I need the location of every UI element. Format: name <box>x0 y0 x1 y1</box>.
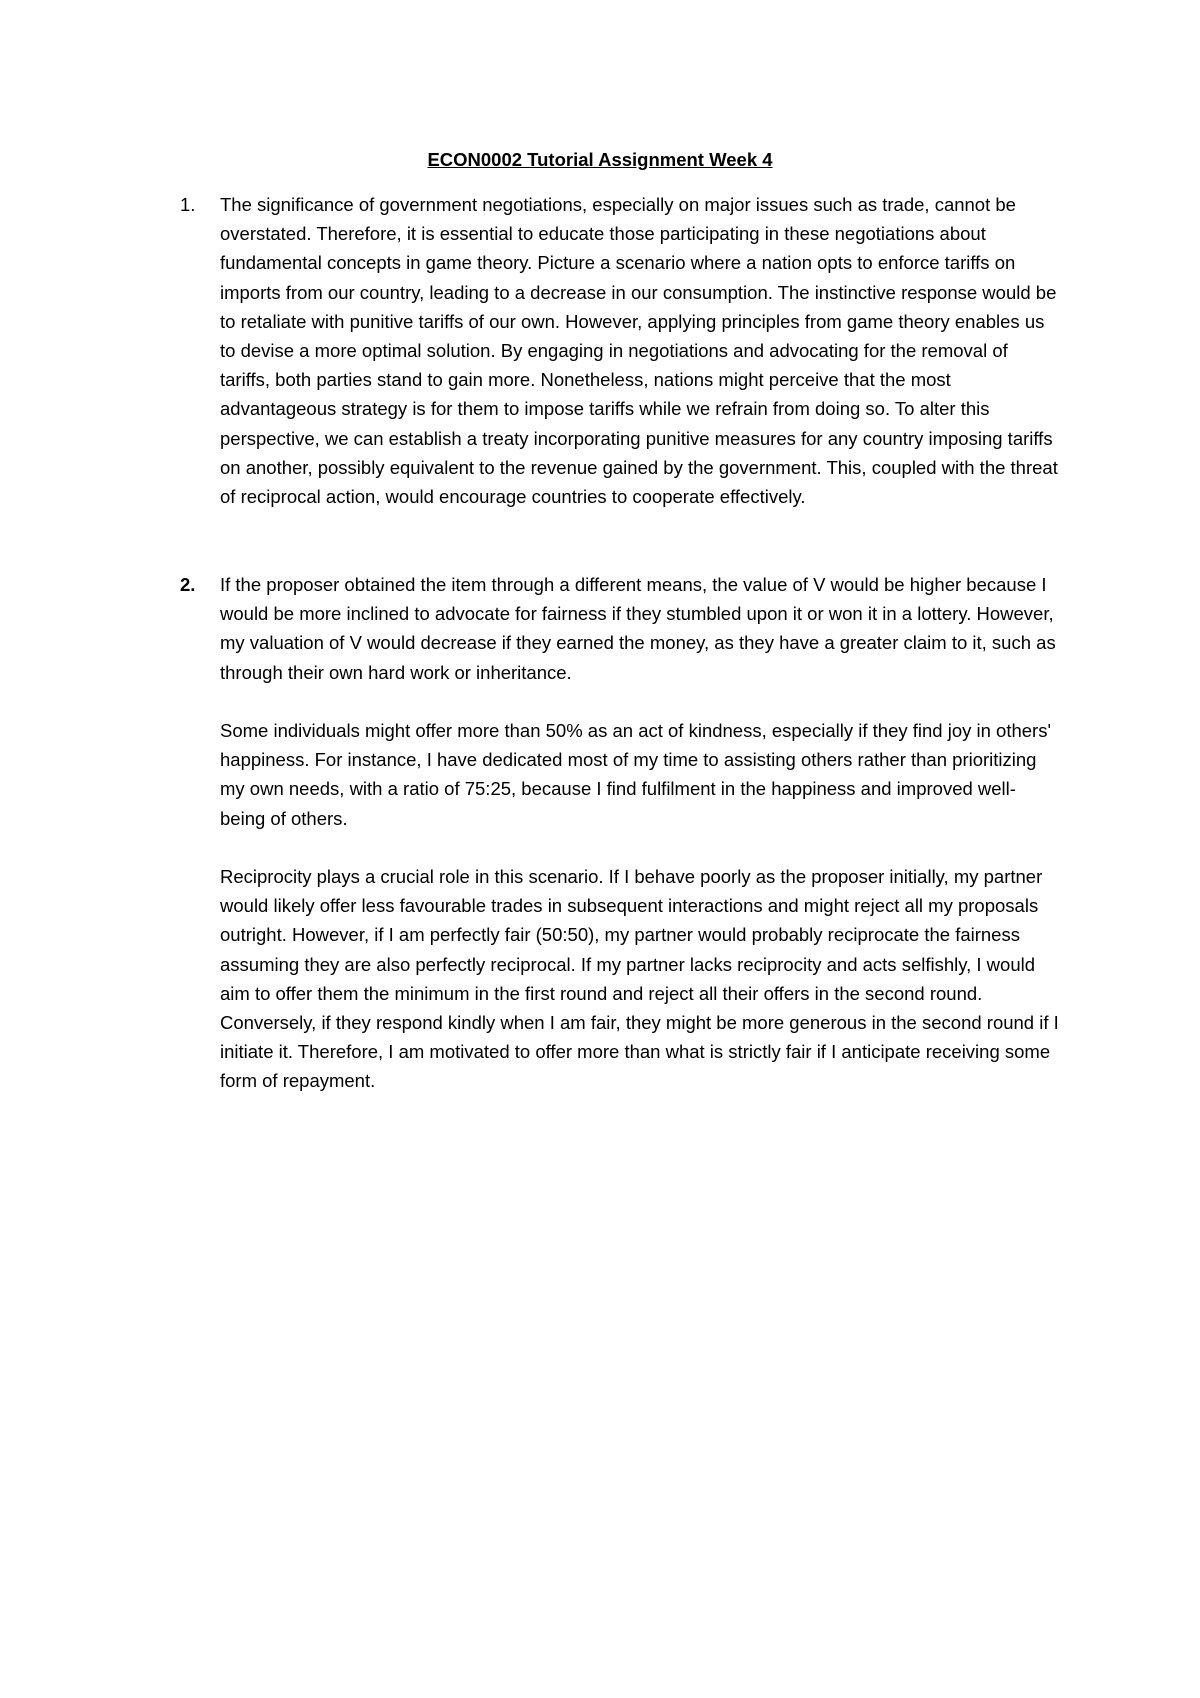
list-number-1: 1. <box>180 194 196 215</box>
item-2-paragraph-1: If the proposer obtained the item through a different means, the value of V would be higher because I would be more inclined to advocate for fairness if they stumbled upon it or won it in a lottery. However, my valuation of V would decrease if they earned the money, as they have a greater claim to it, such as through their own hard work or inheritance. <box>220 574 1056 683</box>
list-number-2: 2. <box>180 574 196 595</box>
item-2-paragraph-2: Some individuals might offer more than 50% as an act of kindness, especially if they find joy in others' happiness. For instance, I have dedicated most of my time to assisting others rather than prioritizing my own needs, with a ratio of 75:25, because I find fulfilment in the happiness and improved well-being of others. <box>220 720 1051 829</box>
list-item-2 <box>180 570 1060 1096</box>
document-title: ECON0002 Tutorial Assignment Week 4 <box>427 149 773 170</box>
item-2-paragraph-3: Reciprocity plays a crucial role in this scenario. If I behave poorly as the proposer initially, my partner would likely offer less favourable trades in subsequent interactions and might reject all my proposals outright. However, if I am perfectly fair (50:50), my partner would probably reciprocate the fairness assuming they are also perfectly reciprocal. If my partner lacks reciprocity and acts selfishly, I would aim to offer them the minimum in the first round and reject all their offers in the second round. Conversely, if they respond kindly when I am fair, they might be more generous in the second round if I initiate it. Therefore, I am motivated to offer more than what is strictly fair if I anticipate receiving some form of repayment. <box>220 866 1059 1092</box>
item-1-paragraph-1: The significance of government negotiations, especially on major issues such as trade, cannot be overstated. Therefore, it is essential to educate those participating in these negotiations about fundamental concepts in game theory. Picture a scenario where a nation opts to enforce tariffs on imports from our country, leading to a decrease in our consumption. The instinctive response would be to retaliate with punitive tariffs of our own. However, applying principles from game theory enables us to devise a more optimal solution. By engaging in negotiations and advocating for the removal of tariffs, both parties stand to gain more. Nonetheless, nations might perceive that the most advantageous strategy is for them to impose tariffs while we refrain from doing so. To alter this perspective, we can establish a treaty incorporating punitive measures for any country imposing tariffs on another, possibly equivalent to the revenue gained by the government. This, coupled with the threat of reciprocal action, would encourage countries to cooperate effectively. <box>220 194 1058 508</box>
list-item-1 <box>180 190 1060 511</box>
